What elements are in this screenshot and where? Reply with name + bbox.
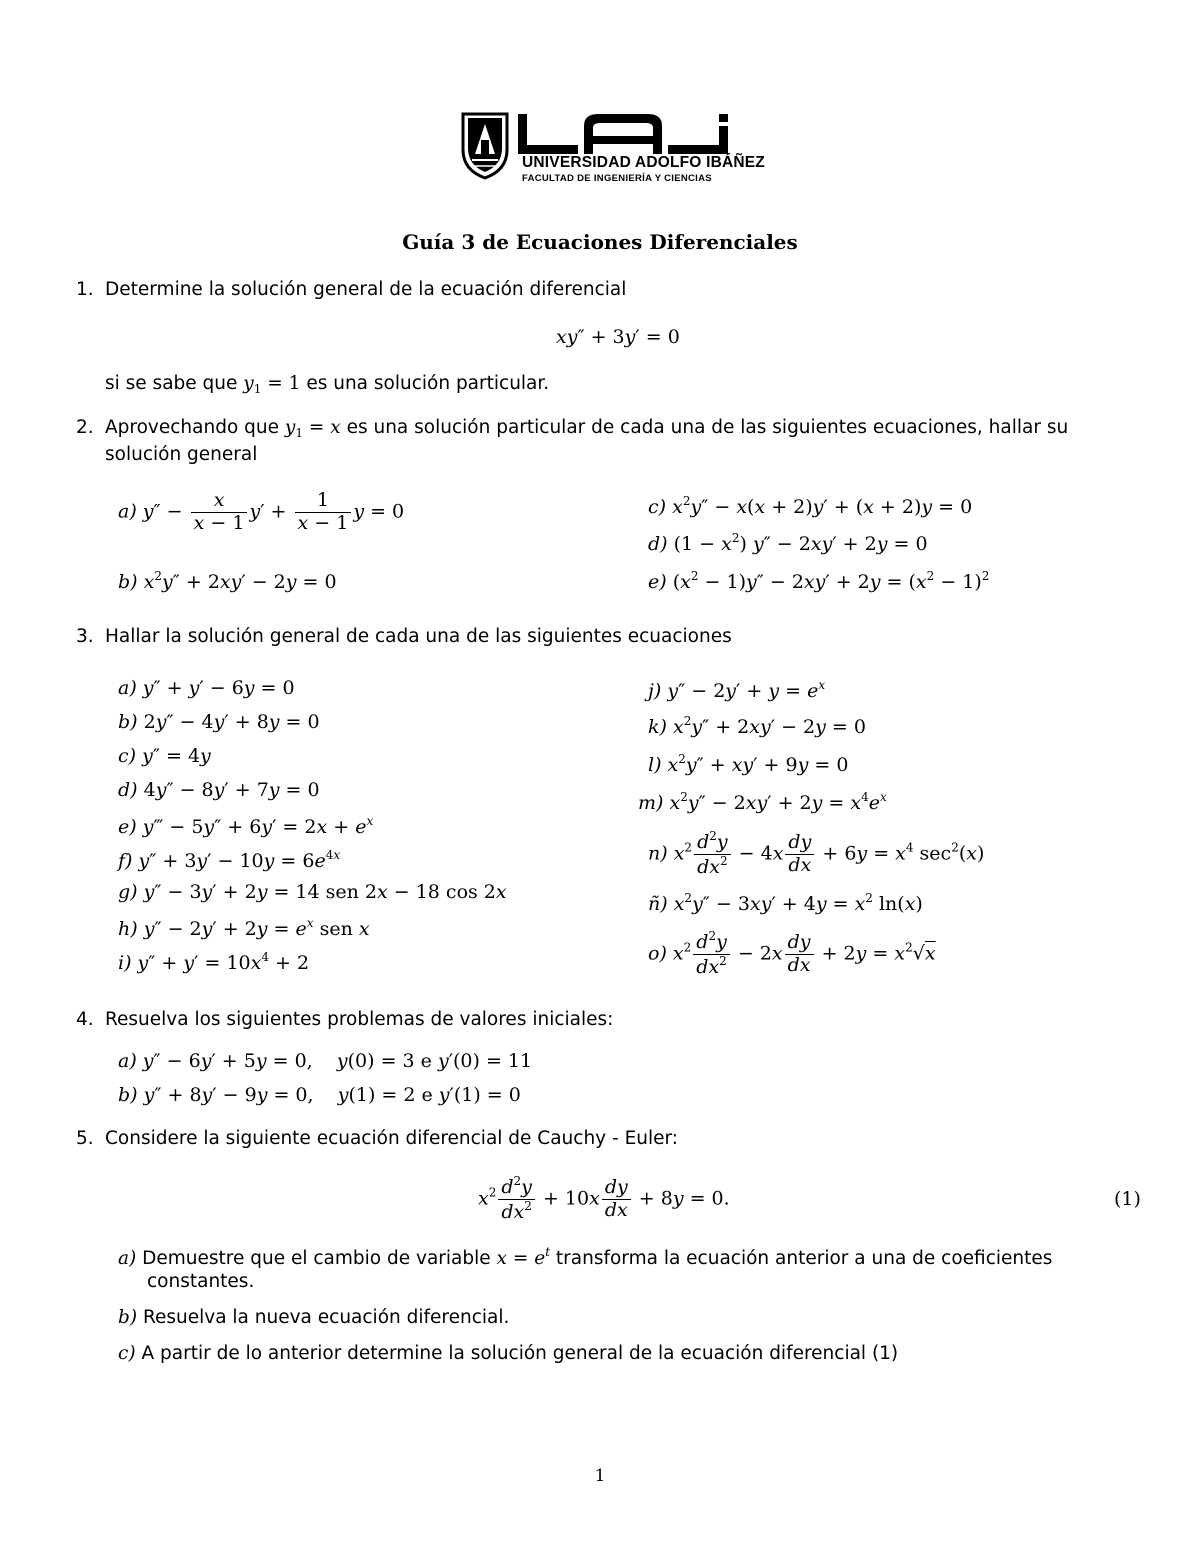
- faculty-name: FACULTAD DE INGENIERÍA Y CIENCIAS: [522, 173, 712, 184]
- problem-5-item-b: b) Resuelva la nueva ecuación diferencial.: [118, 1307, 510, 1328]
- page-number: 1: [594, 1466, 606, 1486]
- problem-1-equation: xy″ + 3y′ = 0: [556, 326, 680, 348]
- problem-3-item-i: i) $y'' + y' = 10x^4 + 2$: [118, 950, 310, 974]
- problem-5-item-c: c) A partir de lo anterior determine la solución general de la ecuación diferencial (1): [118, 1343, 899, 1364]
- equation-number: (1): [1114, 1188, 1141, 1210]
- problem-2-text-cont: solución general: [105, 444, 258, 465]
- university-logo: [460, 110, 765, 186]
- problem-5-text: Considere la siguiente ecuación diferencial de Cauchy - Euler:: [105, 1128, 679, 1149]
- problem-3-item-e: e) y‴ − $5y'' + 6y' = 2x + e^x$: [118, 814, 374, 838]
- page-title: Guía 3 de Ecuaciones Diferenciales: [402, 230, 798, 254]
- problem-3-item-b: b) 2y″ − 4y′ + 8y = 0: [118, 711, 320, 733]
- problem-2-item-e: e) $(x^2 - 1)y'' - 2xy' + 2y = (x^2 - 1)^2$: [648, 569, 990, 593]
- problem-3-item-n: n) $x^2$ $\frac{d^2y}{dx^2}$ − 4x $\frac{dy}{dx}$ + $6y = x^4$ $\sec^2(x)$: [648, 829, 985, 878]
- problem-3-item-f: f) $y'' + 3y' - 10y = 6e^{4x}$: [118, 848, 341, 872]
- university-seal-icon: [460, 110, 510, 180]
- problem-3-number: 3.: [76, 626, 94, 647]
- problem-3-item-o: o) $x^2$ $\frac{d^2y}{dx^2}$ − 2x $\frac{dy}{dx}$ + $2y = x^2√x$: [648, 929, 936, 978]
- problem-3-item-c: c) y″ = 4y: [118, 745, 211, 767]
- problem-3-item-j: j) $y'' - 2y' + y = e^x$: [648, 678, 826, 702]
- problem-2-item-a: a) y″ − $\frac{x}{x - 1}$ y′ + $\frac{1}{x - 1}$ y = 0: [118, 489, 405, 534]
- problem-3-item-d: d) 4y″ − 8y′ + 7y = 0: [118, 779, 320, 801]
- problem-3-item-g: g) y″ − 3y′ + 2y = 14 sen 2x − 18 cos 2x: [118, 881, 507, 903]
- problem-3-item-l: l) $x^2y'' + xy' + 9y = 0$: [648, 752, 849, 776]
- problem-1-text: Determine la solución general de la ecuación diferencial: [105, 279, 627, 300]
- problem-2-item-b: b) $x^2y'' + 2xy' - 2y = 0$: [118, 569, 337, 593]
- problem-5-equation: $x^2$ $\frac{d^2y}{dx^2}$ + 10x $\frac{dy}{dx}$ + 8y = 0.: [478, 1174, 730, 1223]
- university-name: UNIVERSIDAD ADOLFO IBÁÑEZ: [522, 154, 765, 171]
- problem-4-item-b: b) y″ + 8y′ − 9y = 0, y(1) = 2 e y′(1) = 0: [118, 1084, 521, 1106]
- problem-3-item-k: k) $x^2y'' + 2xy' - 2y = 0$: [648, 714, 866, 738]
- problem-4-number: 4.: [76, 1009, 94, 1030]
- problem-1-number: 1.: [76, 279, 94, 300]
- x-equals-e-t: $x = e^t$: [496, 1245, 551, 1269]
- problem-4-text: Resuelva los siguientes problemas de valores iniciales:: [105, 1009, 614, 1030]
- problem-2-text: Aprovechando que $y_1 = x$ es una solución particular de cada una de las siguientes ecuaciones, hallar su: [105, 417, 1069, 440]
- problem-5-number: 5.: [76, 1128, 94, 1149]
- uai-letters-icon: [518, 114, 740, 154]
- problem-2-item-d: d) $(1 - x^2)$ y″ − 2xy′ + 2y = 0: [648, 531, 928, 555]
- problem-2-number: 2.: [76, 417, 94, 438]
- problem-3-item-h: h) $y'' - 2y' + 2y = e^x$ sen x: [118, 916, 370, 940]
- problem-5-item-a: a) Demuestre que el cambio de variable $x = e^t$ transforma la ecuación anterior a una de coeficientes: [118, 1245, 1053, 1269]
- y1-equals-x: $y_1 = x$: [284, 417, 341, 440]
- problem-3-item-m: m) $x^2y'' - 2xy' + 2y = x^4e^x$: [638, 790, 887, 814]
- problem-2-item-c: c) $x^2y'' - x(x + 2)y' + (x + 2)y = 0$: [648, 494, 973, 518]
- y1-equals-1: $y_1 = 1$: [243, 373, 301, 396]
- problem-4-item-a: a) y″ − 6y′ + 5y = 0, y(0) = 3 e y′(0) = 11: [118, 1050, 533, 1072]
- problem-3-item-enye: ñ) $x^2y'' - 3xy' + 4y = x^2$ ln(x): [648, 891, 923, 915]
- problem-3-item-a: a) y″ + y′ − 6y = 0: [118, 677, 295, 699]
- problem-3-text: Hallar la solución general de cada una de las siguientes ecuaciones: [105, 626, 732, 647]
- problem-5-item-a-cont: constantes.: [147, 1271, 255, 1292]
- problem-1-note: si se sabe que $y_1 = 1$ es una solución particular.: [105, 373, 550, 396]
